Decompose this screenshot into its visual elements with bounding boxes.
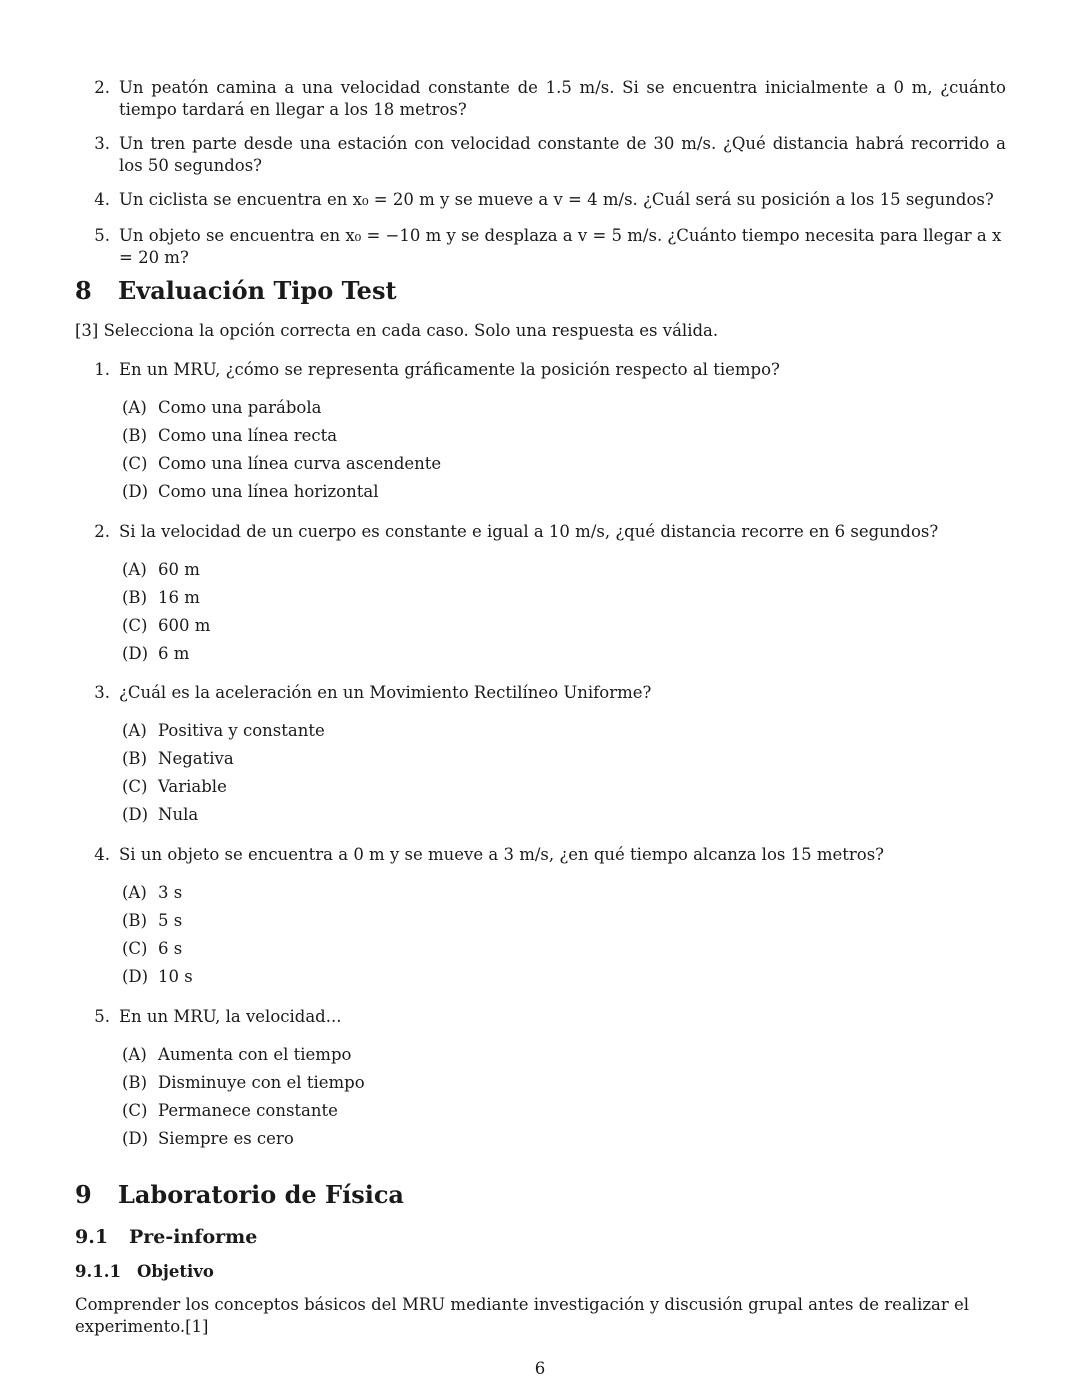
option-label: (D) bbox=[122, 1129, 149, 1148]
subsection-heading bbox=[75, 1226, 257, 1248]
option-item bbox=[122, 1129, 294, 1148]
section-number: 8 bbox=[75, 276, 92, 305]
option-item bbox=[122, 616, 210, 635]
option-label: (D) bbox=[122, 967, 149, 986]
option-text: 5 s bbox=[158, 911, 183, 930]
option-label: (A) bbox=[122, 560, 147, 579]
list-item: Un ciclista se encuentra en x₀ = 20 m y se mueve a v = 4 m/s. ¿Cuál será su posición a los 15 segundos? bbox=[119, 190, 994, 209]
option-item bbox=[122, 482, 378, 501]
option-text: 6 m bbox=[158, 644, 190, 663]
option-text: Como una línea recta bbox=[158, 426, 338, 445]
option-item bbox=[122, 805, 198, 824]
option-label: (D) bbox=[122, 644, 149, 663]
option-item bbox=[122, 1101, 338, 1120]
option-text: Aumenta con el tiempo bbox=[158, 1045, 352, 1064]
list-item: Un objeto se encuentra en x₀ = −10 m y se desplaza a v = 5 m/s. ¿Cuánto tiempo necesita para llegar a x = 20 m? bbox=[119, 226, 1002, 267]
option-text: Siempre es cero bbox=[158, 1129, 294, 1148]
option-item bbox=[122, 911, 182, 930]
option-item bbox=[122, 777, 227, 796]
question-text: Si la velocidad de un cuerpo es constante e igual a 10 m/s, ¿qué distancia recorre en 6 segundos? bbox=[119, 522, 939, 541]
option-text: Como una parábola bbox=[158, 398, 322, 417]
option-label: (A) bbox=[122, 398, 147, 417]
option-text: Como una línea horizontal bbox=[158, 482, 379, 501]
option-text: Positiva y constante bbox=[158, 721, 325, 740]
question-number: 1. bbox=[94, 360, 110, 379]
option-item bbox=[122, 1073, 365, 1092]
question-text: En un MRU, ¿cómo se representa gráficamente la posición respecto al tiempo? bbox=[119, 360, 780, 379]
option-text: 16 m bbox=[158, 588, 200, 607]
section-heading-9 bbox=[75, 1180, 404, 1209]
option-text: 10 s bbox=[158, 967, 193, 986]
option-item bbox=[122, 749, 234, 768]
subsection-title: Pre-informe bbox=[129, 1226, 258, 1248]
option-text: Nula bbox=[158, 805, 199, 824]
option-item bbox=[122, 939, 182, 958]
option-text: Disminuye con el tiempo bbox=[158, 1073, 365, 1092]
list-number: 3. bbox=[94, 134, 110, 153]
option-item bbox=[122, 644, 189, 663]
subsection-number: 9.1 bbox=[75, 1226, 109, 1248]
option-text: Como una línea curva ascendente bbox=[158, 454, 442, 473]
option-label: (A) bbox=[122, 1045, 147, 1064]
option-item bbox=[122, 1045, 351, 1064]
section-heading-8 bbox=[75, 276, 397, 305]
page-number: 6 bbox=[534, 1359, 546, 1378]
option-text: 60 m bbox=[158, 560, 200, 579]
option-label: (B) bbox=[122, 1073, 147, 1092]
option-label: (D) bbox=[122, 482, 149, 501]
option-label: (A) bbox=[122, 883, 147, 902]
subsubsection-heading bbox=[75, 1262, 214, 1281]
option-label: (B) bbox=[122, 911, 147, 930]
list-item: Un tren parte desde una estación con velocidad constante de 30 m/s. ¿Qué distancia habrá recorrido a los 50 segundos? bbox=[119, 134, 1006, 175]
option-text: 600 m bbox=[158, 616, 211, 635]
option-text: Variable bbox=[158, 777, 227, 796]
option-label: (C) bbox=[122, 777, 148, 796]
option-label: (C) bbox=[122, 454, 148, 473]
option-item bbox=[122, 967, 193, 986]
option-label: (B) bbox=[122, 426, 147, 445]
option-label: (B) bbox=[122, 749, 147, 768]
option-text: 3 s bbox=[158, 883, 183, 902]
option-text: 6 s bbox=[158, 939, 183, 958]
subsubsection-title: Objetivo bbox=[137, 1262, 214, 1281]
question-number: 4. bbox=[94, 845, 110, 864]
section-title: Laboratorio de Física bbox=[118, 1180, 404, 1209]
question-number: 3. bbox=[94, 683, 110, 702]
option-item bbox=[122, 560, 200, 579]
option-item bbox=[122, 883, 182, 902]
option-label: (D) bbox=[122, 805, 149, 824]
option-text: Negativa bbox=[158, 749, 234, 768]
option-label: (C) bbox=[122, 616, 148, 635]
section-title: Evaluación Tipo Test bbox=[118, 276, 397, 305]
section-number: 9 bbox=[75, 1180, 92, 1209]
question-number: 5. bbox=[94, 1007, 110, 1026]
question-text: ¿Cuál es la aceleración en un Movimiento Rectilíneo Uniforme? bbox=[119, 683, 652, 702]
list-number: 2. bbox=[94, 78, 110, 97]
objective-paragraph: Comprender los conceptos básicos del MRU mediante investigación y discusión grupal antes de realizar el experimento.[1] bbox=[75, 1295, 970, 1336]
option-item bbox=[122, 588, 200, 607]
option-text: Permanece constante bbox=[158, 1101, 338, 1120]
option-item bbox=[122, 454, 441, 473]
list-number: 4. bbox=[94, 190, 110, 209]
question-text: Si un objeto se encuentra a 0 m y se mueve a 3 m/s, ¿en qué tiempo alcanza los 15 metros? bbox=[119, 845, 885, 864]
option-item bbox=[122, 721, 325, 740]
list-number: 5. bbox=[94, 226, 110, 245]
list-item: Un peatón camina a una velocidad constante de 1.5 m/s. Si se encuentra inicialmente a 0 m, ¿cuánto tiempo tardará en llegar a los 18 metros? bbox=[119, 78, 1006, 119]
option-label: (C) bbox=[122, 1101, 148, 1120]
option-label: (A) bbox=[122, 721, 147, 740]
question-number: 2. bbox=[94, 522, 110, 541]
option-label: (C) bbox=[122, 939, 148, 958]
option-item bbox=[122, 398, 321, 417]
question-text: En un MRU, la velocidad... bbox=[119, 1007, 342, 1026]
option-label: (B) bbox=[122, 588, 147, 607]
option-item bbox=[122, 426, 337, 445]
section-intro: [3] Selecciona la opción correcta en cada caso. Solo una respuesta es válida. bbox=[75, 321, 719, 340]
subsubsection-number: 9.1.1 bbox=[75, 1262, 121, 1281]
